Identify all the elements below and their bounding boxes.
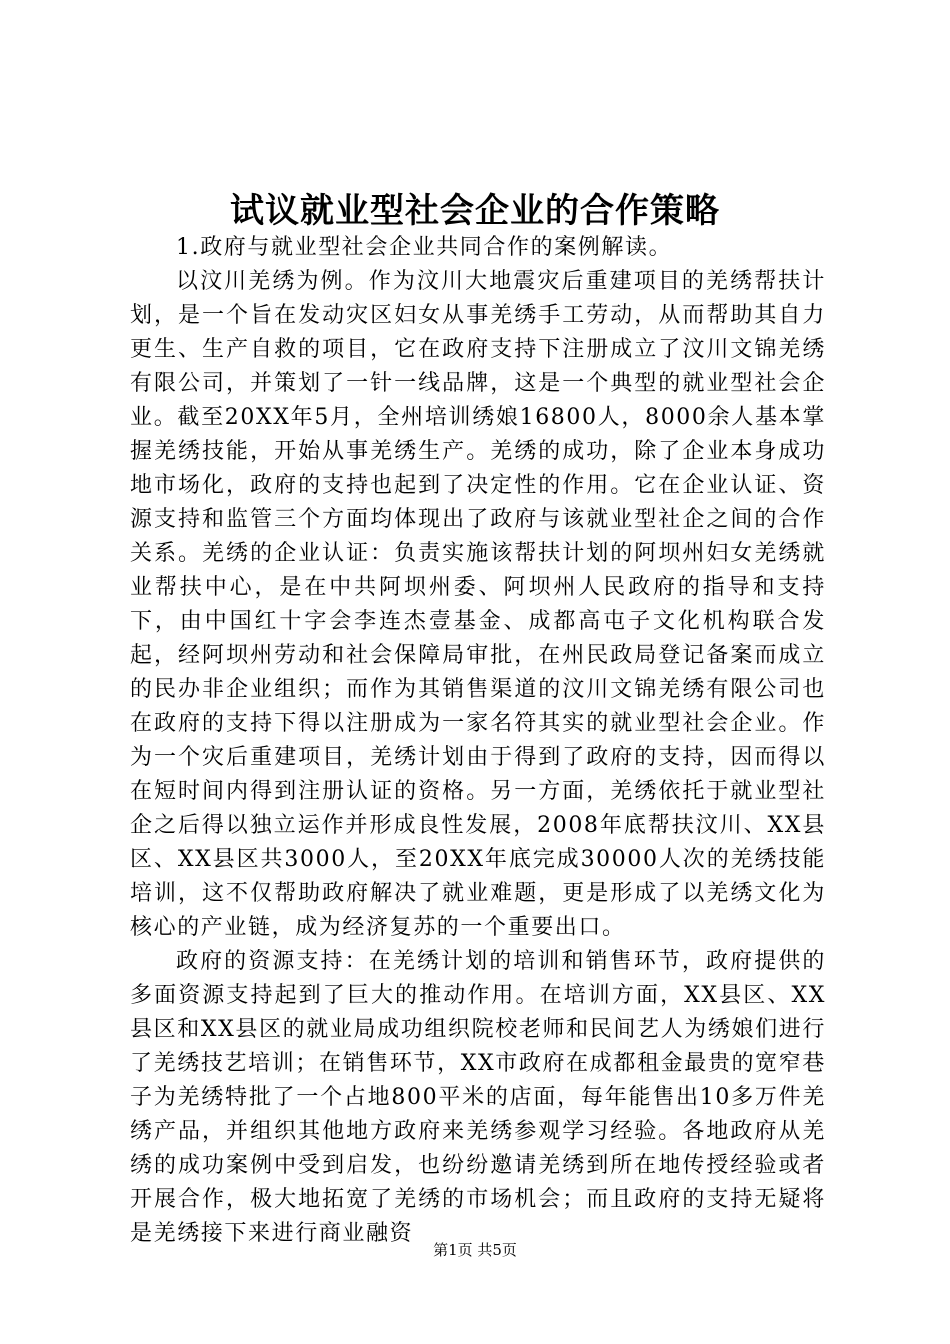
paragraph: 以汶川羌绣为例。作为汶川大地震灾后重建项目的羌绣帮扶计划，是一个旨在发动灾区妇女从事羌绣手工劳动，从而帮助其自力更生、生产自救的项目，它在政府支持下注册成立了汶川文锦羌绣有限公司，并策划了一针一线品牌，这是一个典型的就业型社会企业。截至20XX年5月，全州培训绣娘16800人，8000余人基本掌握羌绣技能，开始从事羌绣生产。羌绣的成功，除了企业本身成功地市场化，政府的支持也起到了决定性的作用。它在企业认证、资源支持和监管三个方面均体现出了政府与该就业型社企之间的合作关系。羌绣的企业认证：负责实施该帮扶计划的阿坝州妇女羌绣就业帮扶中心，是在中共阿坝州委、阿坝州人民政府的指导和支持下，由中国红十字会李连杰壹基金、成都高屯子文化机构联合发起，经阿坝州劳动和社会保障局审批，在州民政局登记备案而成立的民办非企业组织；而作为其销售渠道的汶川文锦羌绣有限公司也在政府的支持下得以注册成为一家名符其实的就业型社会企业。作为一个灾后重建项目，羌绣计划由于得到了政府的支持，因而得以在短时间内得到注册认证的资格。另一方面，羌绣依托于就业型社企之后得以独立运作并形成良性发展，2008年底帮扶汶川、XX县区、XX县区共3000人，至20XX年底完成30000人次的羌绣技能培训，这不仅帮助政府解决了就业难题，更是形成了以羌绣文化为核心的产业链，成为经济复苏的一个重要出口。: [130, 269, 826, 940]
paragraph-heading: 1.政府与就业型社会企业共同合作的案例解读。: [176, 235, 673, 260]
page-footer: 第1页 共5页: [433, 1241, 517, 1259]
document-body: [130, 231, 826, 1251]
paragraph: 政府的资源支持：在羌绣计划的培训和销售环节，政府提供的多面资源支持起到了巨大的推动作用。在培训方面，XX县区、XX县区和XX县区的就业局成功组织院校老师和民间艺人为绣娘们进行了羌绣技艺培训；在销售环节，XX市政府在成都租金最贵的宽窄巷子为羌绣特批了一个占地800平米的店面，每年能售出10多万件羌绣产品，并组织其他地方政府来羌绣参观学习经验。各地政府从羌绣的成功案例中受到启发，也纷纷邀请羌绣到所在地传授经验或者开展合作，极大地拓宽了羌绣的市场机会；而且政府的支持无疑将是羌绣接下来进行商业融资: [130, 949, 826, 1246]
document-title: 试议就业型社会企业的合作策略: [230, 191, 720, 231]
